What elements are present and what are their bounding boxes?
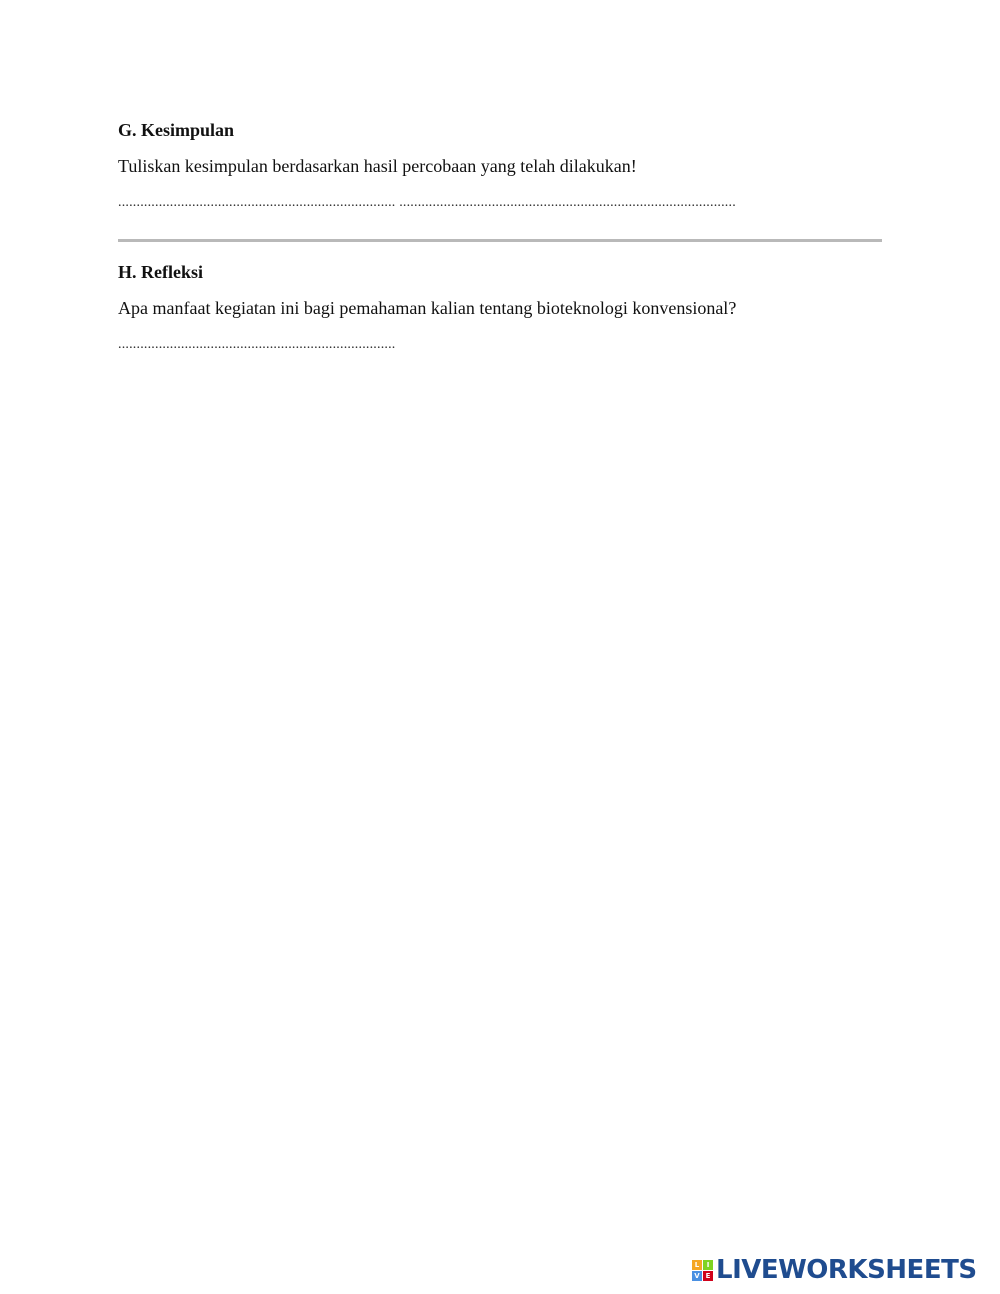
logo-letter: L bbox=[692, 1260, 702, 1270]
section-h-heading: H. Refleksi bbox=[118, 262, 203, 282]
section-h-prompt: Apa manfaat kegiatan ini bagi pemahaman kalian tentang bioteknologi konvensional? bbox=[118, 298, 737, 318]
liveworksheets-logo bbox=[692, 1256, 977, 1284]
section-h-answer-field[interactable]: ........................................................................... bbox=[118, 337, 396, 352]
logo-letter: V bbox=[692, 1271, 702, 1281]
logo-letter: I bbox=[703, 1260, 713, 1270]
section-g-heading: G. Kesimpulan bbox=[118, 120, 235, 140]
logo-letter: E bbox=[703, 1271, 713, 1281]
section-g-answer-field[interactable]: ........................................................................... ........................................................................................... bbox=[118, 195, 736, 210]
section-divider bbox=[118, 239, 882, 242]
logo-mark-icon bbox=[692, 1260, 713, 1281]
section-g-prompt: Tuliskan kesimpulan berdasarkan hasil percobaan yang telah dilakukan! bbox=[118, 156, 637, 176]
logo-text: LIVEWORKSHEETS bbox=[716, 1255, 977, 1285]
